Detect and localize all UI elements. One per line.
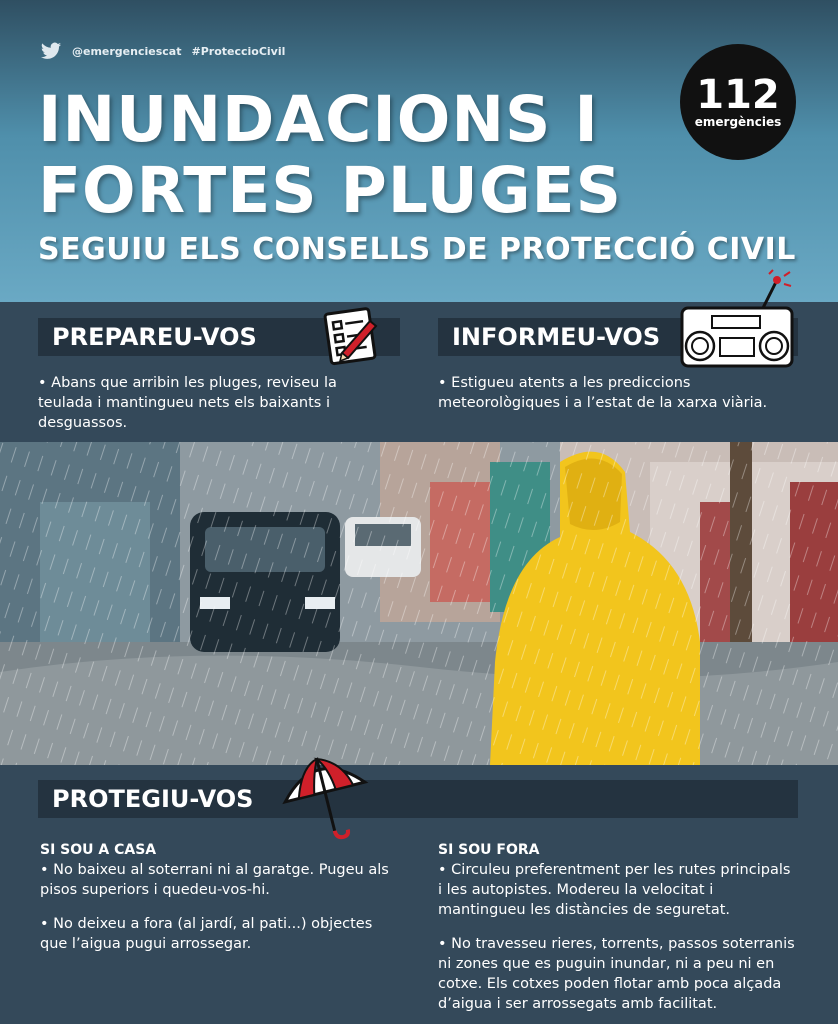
emergency-112-badge <box>680 44 796 160</box>
checklist-icon <box>318 303 384 369</box>
outside-heading: SI SOU FORA <box>438 842 540 858</box>
protect-heading-text: PROTEGIU-VOS <box>52 785 254 813</box>
prepare-text: • Abans que arribin les pluges, reviseu la teulada i mantingueu nets els baixants i desguassos. <box>38 375 337 431</box>
prepare-heading-text: PREPAREU-VOS <box>52 323 257 351</box>
page-subtitle: SEGUIU ELS CONSELLS DE PROTECCIÓ CIVIL <box>38 232 796 267</box>
home-item-2: • No deixeu a fora (al jardí, al pati...) objectes que l’aigua pugui arrossegar. <box>40 916 373 952</box>
header-banner <box>0 0 838 302</box>
twitter-bird-icon[interactable] <box>40 40 62 62</box>
outside-item-1: • Circuleu preferentment per les rutes principals i les autopistes. Modereu la velocitat i mantingueu les distàncies de seguretat. <box>438 862 791 918</box>
badge-number: 112 <box>696 72 780 118</box>
home-heading: SI SOU A CASA <box>40 842 157 858</box>
outside-item-2: • No travesseu rieres, torrents, passos soterranis ni zones que es puguin inundar, ni a peu ni en cotxe. Els cotxes poden flotar amb poca alçada d’aigua i ser arrossegats amb facilitat. <box>438 936 795 1012</box>
inform-text: • Estigueu atents a les prediccions meteorològiques i a l’estat de la xarxa viària. <box>438 375 768 411</box>
title-line-2: FORTES PLUGES <box>38 154 622 227</box>
section-protect-heading <box>38 780 798 818</box>
hashtag[interactable]: #ProteccioCivil <box>191 44 286 58</box>
home-item-1: • No baixeu al soterrani ni al garatge. Pugeu als pisos superiors i quedeu-vos-hi. <box>40 862 389 898</box>
inform-heading-text: INFORMEU-VOS <box>452 323 661 351</box>
badge-label: emergències <box>694 115 782 129</box>
twitter-handle[interactable]: @emergenciescat <box>72 44 182 58</box>
flood-scene-illustration <box>0 442 838 765</box>
social-links <box>40 40 285 62</box>
flooded-street-photo <box>0 442 838 765</box>
radio-icon <box>676 268 800 372</box>
page-title <box>38 84 622 226</box>
title-line-1: INUNDACIONS I <box>38 83 599 156</box>
umbrella-icon <box>278 752 372 846</box>
